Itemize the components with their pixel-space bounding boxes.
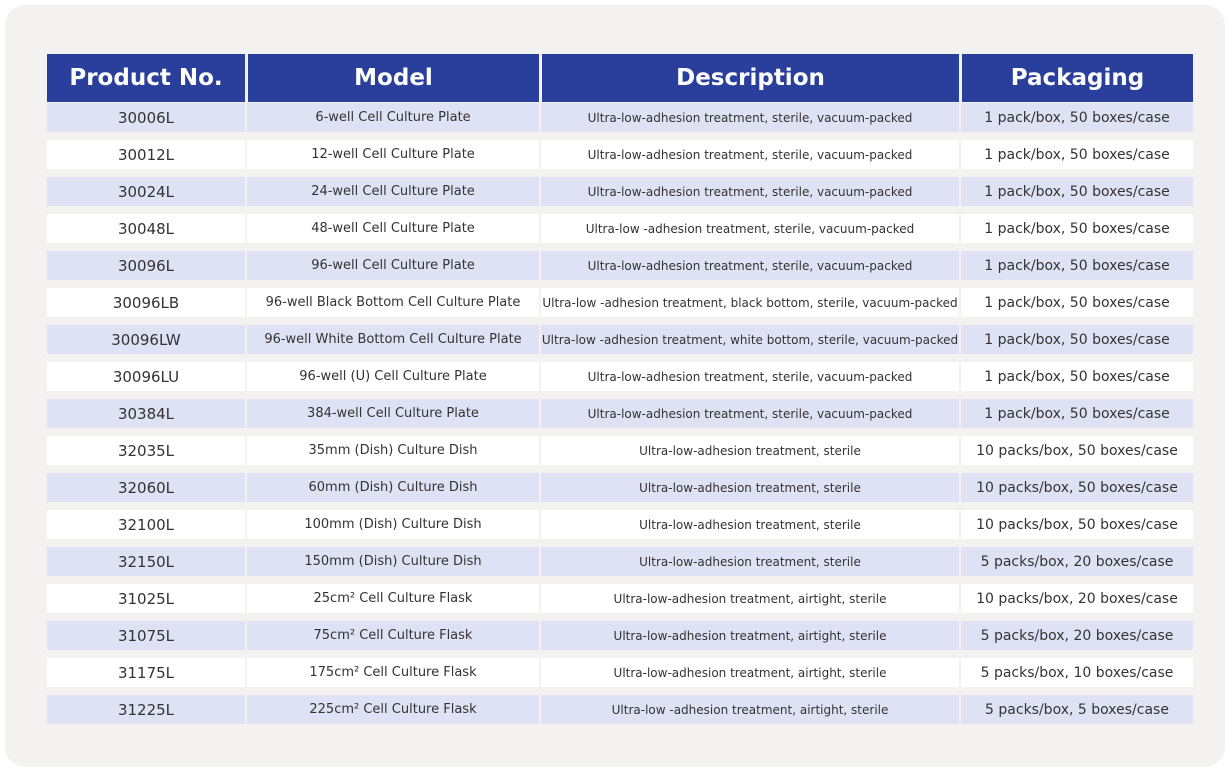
description-cell: Ultra-low -adhesion treatment, airtight, sterile bbox=[539, 691, 959, 728]
product-no-cell: 31225L bbox=[47, 691, 245, 728]
description-cell: Ultra-low-adhesion treatment, sterile, vacuum-packed bbox=[539, 395, 959, 432]
product-no-cell: 30024L bbox=[47, 173, 245, 210]
header-row bbox=[47, 54, 1193, 102]
model-cell: 96-well (U) Cell Culture Plate bbox=[245, 358, 539, 395]
product-no-cell: 30096L bbox=[47, 247, 245, 284]
product-table bbox=[47, 54, 1193, 728]
description-cell: Ultra-low-adhesion treatment, sterile, vacuum-packed bbox=[539, 358, 959, 395]
table-row bbox=[47, 543, 1193, 580]
packaging-cell: 1 pack/box, 50 boxes/case bbox=[959, 210, 1193, 247]
model-cell: 96-well Cell Culture Plate bbox=[245, 247, 539, 284]
model-cell: 175cm² Cell Culture Flask bbox=[245, 654, 539, 691]
model-cell: 225cm² Cell Culture Flask bbox=[245, 691, 539, 728]
product-no-cell: 30096LU bbox=[47, 358, 245, 395]
description-cell: Ultra-low-adhesion treatment, airtight, sterile bbox=[539, 654, 959, 691]
table-header bbox=[47, 54, 1193, 102]
table-row bbox=[47, 506, 1193, 543]
table-row bbox=[47, 247, 1193, 284]
product-no-cell: 32060L bbox=[47, 469, 245, 506]
packaging-cell: 1 pack/box, 50 boxes/case bbox=[959, 102, 1193, 136]
table-row bbox=[47, 469, 1193, 506]
model-cell: 35mm (Dish) Culture Dish bbox=[245, 432, 539, 469]
packaging-cell: 5 packs/box, 5 boxes/case bbox=[959, 691, 1193, 728]
model-cell: 75cm² Cell Culture Flask bbox=[245, 617, 539, 654]
description-cell: Ultra-low -adhesion treatment, black bottom, sterile, vacuum-packed bbox=[539, 284, 959, 321]
model-cell: 100mm (Dish) Culture Dish bbox=[245, 506, 539, 543]
description-cell: Ultra-low-adhesion treatment, sterile bbox=[539, 469, 959, 506]
product-no-cell: 32035L bbox=[47, 432, 245, 469]
table-row bbox=[47, 102, 1193, 136]
header-model: Model bbox=[245, 54, 539, 102]
description-cell: Ultra-low-adhesion treatment, airtight, sterile bbox=[539, 617, 959, 654]
model-cell: 48-well Cell Culture Plate bbox=[245, 210, 539, 247]
model-cell: 24-well Cell Culture Plate bbox=[245, 173, 539, 210]
model-cell: 6-well Cell Culture Plate bbox=[245, 102, 539, 136]
description-cell: Ultra-low-adhesion treatment, airtight, sterile bbox=[539, 580, 959, 617]
product-no-cell: 31025L bbox=[47, 580, 245, 617]
packaging-cell: 1 pack/box, 50 boxes/case bbox=[959, 358, 1193, 395]
product-no-cell: 31175L bbox=[47, 654, 245, 691]
model-cell: 25cm² Cell Culture Flask bbox=[245, 580, 539, 617]
product-no-cell: 30048L bbox=[47, 210, 245, 247]
model-cell: 384-well Cell Culture Plate bbox=[245, 395, 539, 432]
table-row bbox=[47, 395, 1193, 432]
model-cell: 150mm (Dish) Culture Dish bbox=[245, 543, 539, 580]
table-row bbox=[47, 580, 1193, 617]
table-row bbox=[47, 432, 1193, 469]
table-row bbox=[47, 617, 1193, 654]
description-cell: Ultra-low-adhesion treatment, sterile, vacuum-packed bbox=[539, 136, 959, 173]
product-no-cell: 30012L bbox=[47, 136, 245, 173]
packaging-cell: 1 pack/box, 50 boxes/case bbox=[959, 321, 1193, 358]
table-row bbox=[47, 654, 1193, 691]
product-no-cell: 32100L bbox=[47, 506, 245, 543]
description-cell: Ultra-low-adhesion treatment, sterile, vacuum-packed bbox=[539, 173, 959, 210]
header-product-no: Product No. bbox=[47, 54, 245, 102]
packaging-cell: 10 packs/box, 50 boxes/case bbox=[959, 506, 1193, 543]
packaging-cell: 1 pack/box, 50 boxes/case bbox=[959, 284, 1193, 321]
description-cell: Ultra-low-adhesion treatment, sterile bbox=[539, 506, 959, 543]
product-no-cell: 31075L bbox=[47, 617, 245, 654]
product-no-cell: 32150L bbox=[47, 543, 245, 580]
model-cell: 96-well White Bottom Cell Culture Plate bbox=[245, 321, 539, 358]
description-cell: Ultra-low-adhesion treatment, sterile, vacuum-packed bbox=[539, 247, 959, 284]
product-no-cell: 30384L bbox=[47, 395, 245, 432]
packaging-cell: 1 pack/box, 50 boxes/case bbox=[959, 136, 1193, 173]
product-no-cell: 30096LW bbox=[47, 321, 245, 358]
packaging-cell: 1 pack/box, 50 boxes/case bbox=[959, 247, 1193, 284]
packaging-cell: 10 packs/box, 50 boxes/case bbox=[959, 432, 1193, 469]
description-cell: Ultra-low -adhesion treatment, sterile, vacuum-packed bbox=[539, 210, 959, 247]
header-packaging: Packaging bbox=[959, 54, 1193, 102]
packaging-cell: 10 packs/box, 50 boxes/case bbox=[959, 469, 1193, 506]
table-row bbox=[47, 284, 1193, 321]
packaging-cell: 5 packs/box, 20 boxes/case bbox=[959, 617, 1193, 654]
description-cell: Ultra-low -adhesion treatment, white bottom, sterile, vacuum-packed bbox=[539, 321, 959, 358]
model-cell: 60mm (Dish) Culture Dish bbox=[245, 469, 539, 506]
packaging-cell: 5 packs/box, 10 boxes/case bbox=[959, 654, 1193, 691]
product-no-cell: 30006L bbox=[47, 102, 245, 136]
header-description: Description bbox=[539, 54, 959, 102]
model-cell: 12-well Cell Culture Plate bbox=[245, 136, 539, 173]
table-row bbox=[47, 358, 1193, 395]
description-cell: Ultra-low-adhesion treatment, sterile bbox=[539, 543, 959, 580]
description-cell: Ultra-low-adhesion treatment, sterile bbox=[539, 432, 959, 469]
packaging-cell: 1 pack/box, 50 boxes/case bbox=[959, 395, 1193, 432]
table-row bbox=[47, 136, 1193, 173]
table-row bbox=[47, 691, 1193, 728]
table-row bbox=[47, 321, 1193, 358]
table-card bbox=[5, 5, 1225, 767]
table-row bbox=[47, 210, 1193, 247]
product-no-cell: 30096LB bbox=[47, 284, 245, 321]
description-cell: Ultra-low-adhesion treatment, sterile, vacuum-packed bbox=[539, 102, 959, 136]
table-body bbox=[47, 102, 1193, 728]
packaging-cell: 10 packs/box, 20 boxes/case bbox=[959, 580, 1193, 617]
packaging-cell: 1 pack/box, 50 boxes/case bbox=[959, 173, 1193, 210]
table-row bbox=[47, 173, 1193, 210]
packaging-cell: 5 packs/box, 20 boxes/case bbox=[959, 543, 1193, 580]
model-cell: 96-well Black Bottom Cell Culture Plate bbox=[245, 284, 539, 321]
